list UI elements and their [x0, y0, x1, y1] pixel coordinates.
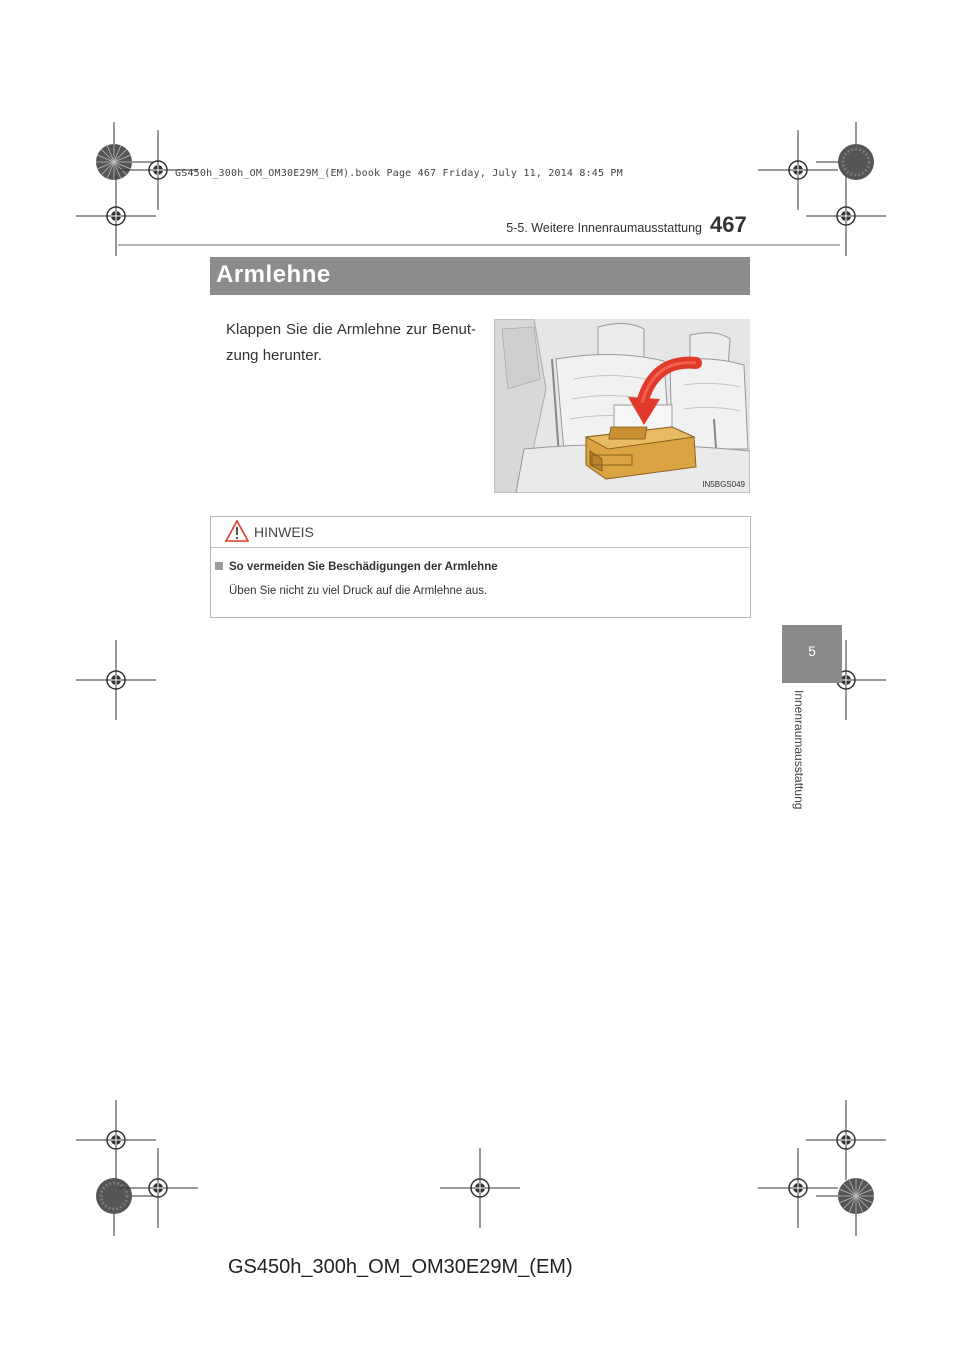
registration-crosshair-mark [76, 640, 156, 720]
section-title: Armlehne [216, 261, 331, 288]
notice-header [211, 517, 750, 548]
square-bullet-icon [215, 562, 223, 570]
registration-crosshair-mark [440, 1148, 520, 1228]
notice-box [210, 516, 751, 618]
chapter-tab [782, 625, 842, 683]
rear-seat-drawing [494, 319, 750, 493]
running-head: 5-5. Weitere Innenraumausstattung [506, 221, 702, 235]
page-number: 467 [710, 212, 747, 237]
notice-item-title: So vermeiden Sie Beschädigungen der Armlehne [229, 561, 498, 573]
warning-triangle-icon [225, 520, 249, 542]
header-rule [118, 244, 840, 246]
print-file-info: GS450h_300h_OM_OM30E29M_(EM).book Page 467 Friday, July 11, 2014 8:45 PM [175, 168, 623, 179]
footer-model-code: GS450h_300h_OM_OM30E29M_(EM) [228, 1256, 573, 1278]
registration-starburst-mark [816, 1156, 896, 1236]
chapter-side-title: Innenraumausstattung [792, 690, 806, 810]
notice-item-heading [215, 561, 498, 573]
section-heading-bar [210, 257, 750, 295]
registration-crosshair-mark [118, 1148, 198, 1228]
armrest-illustration [494, 319, 750, 493]
notice-label: HINWEIS [254, 524, 314, 540]
figure-code: IN5BGS049 [702, 480, 745, 489]
body-paragraph: Klappen Sie die Armlehne zur Benut-zung herunter. [226, 321, 476, 364]
notice-item-text: Üben Sie nicht zu viel Druck auf die Armlehne aus. [229, 585, 488, 597]
chapter-number: 5 [808, 643, 816, 659]
